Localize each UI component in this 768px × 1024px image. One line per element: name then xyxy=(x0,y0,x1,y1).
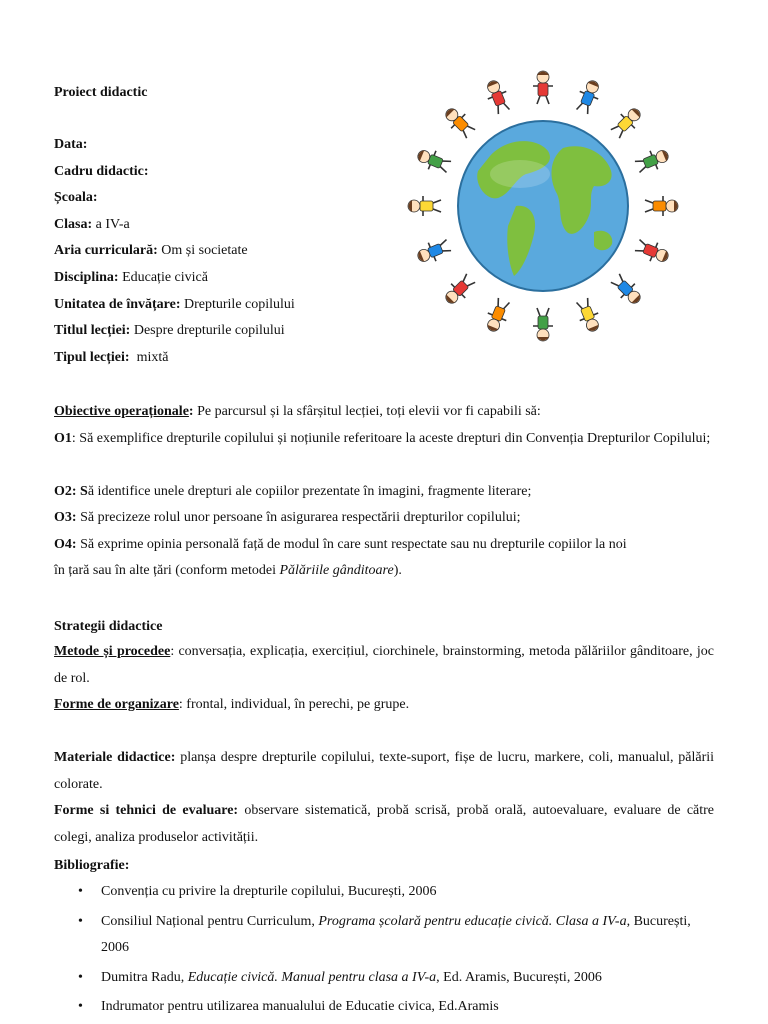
objective-method-name: Pălăriile gânditoare xyxy=(279,563,394,578)
methods-label: Metode și procedee xyxy=(54,644,171,659)
objective-o1 xyxy=(54,426,714,453)
field-label: Cadru didactic: xyxy=(54,164,149,179)
bib-text: Convenția cu privire la drepturile copilului, București, 2006 xyxy=(101,884,437,899)
objective-o2 xyxy=(54,479,714,506)
field-value: Om și societate xyxy=(161,243,248,258)
field-label: Școala: xyxy=(54,190,98,205)
globe-highlight xyxy=(490,160,550,188)
field-label: Titlul lecției: xyxy=(54,323,131,338)
field-value: mixtă xyxy=(136,350,169,365)
bib-italic: Programa școlară pentru educație civică. Clasa a IV-a xyxy=(318,913,627,929)
bullet-icon: • xyxy=(78,969,83,985)
document-title: Proiect didactic xyxy=(54,85,148,100)
bullet-icon: • xyxy=(78,999,83,1014)
globe-with-children-icon xyxy=(398,56,688,346)
field-scoala xyxy=(54,189,98,207)
child-figure xyxy=(573,296,604,334)
child-figure xyxy=(633,236,671,267)
bib-italic: Educație civică. Manual pentru clasa a IV-a xyxy=(187,969,437,985)
objectives-heading: Obiective operaționale xyxy=(54,404,189,419)
bibliography-list xyxy=(54,879,714,1024)
objective-o4 xyxy=(54,532,714,559)
field-label: Aria curriculară: xyxy=(54,243,158,258)
objective-label: O1 xyxy=(54,431,72,446)
objective-o4-continued xyxy=(54,558,714,585)
child-figure xyxy=(441,104,478,141)
bullet-icon: • xyxy=(78,913,83,929)
field-label: Unitatea de învățare: xyxy=(54,297,181,312)
bullet-icon: • xyxy=(78,884,83,899)
child-figure xyxy=(608,271,645,308)
strategies-heading: Strategii didactice xyxy=(54,619,163,634)
bibliography-item xyxy=(54,879,714,906)
bibliography-item xyxy=(54,994,714,1021)
field-label: Clasa: xyxy=(54,217,93,232)
objective-text: : Să exemplifice drepturile copilului și noțiunile referitoare la aceste drepturi din Convenția Drepturilor Copilului; xyxy=(71,431,711,446)
field-value: a IV-a xyxy=(95,217,130,232)
child-figure xyxy=(414,145,452,176)
field-data xyxy=(54,136,87,154)
child-figure xyxy=(573,77,604,115)
child-figure xyxy=(645,196,678,216)
forms-label: Forme de organizare xyxy=(54,697,179,712)
field-tipul-lectiei xyxy=(54,349,168,367)
forms-text: : frontal, individual, în perechi, pe grupe. xyxy=(178,697,410,712)
field-value: Despre drepturile copilului xyxy=(133,323,285,338)
field-unitatea xyxy=(54,296,295,314)
child-figure xyxy=(533,308,553,341)
objectives-intro: Obiective operaționale: Pe parcursul și la sfârșitul lecției, toți elevii vor fi capabili să: xyxy=(54,404,541,419)
objective-label: O2: S xyxy=(54,484,88,499)
field-label: Tipul lecției: xyxy=(54,350,130,365)
bib-text: , București, 2006 xyxy=(101,913,691,955)
methods-text: : conversația, explicația, exercițiul, ciorchinele, brainstorming, metoda pălăriilor gânditoare, joc de rol. xyxy=(54,644,714,686)
field-value: Drepturile copilului xyxy=(184,297,295,312)
field-aria-curriculara xyxy=(54,242,248,260)
field-label: Data: xyxy=(54,137,88,152)
evaluation-label: Forme si tehnici de evaluare: xyxy=(54,803,239,818)
bib-text: , Ed. Aramis, București, 2006 xyxy=(436,969,602,985)
bibliography-item xyxy=(54,909,714,962)
field-clasa xyxy=(54,216,130,234)
bib-text: Indrumator pentru utilizarea manualului de Educatie civica, Ed.Aramis xyxy=(101,999,499,1014)
bibliography-item xyxy=(54,965,714,992)
child-figure xyxy=(608,104,645,141)
field-disciplina xyxy=(54,269,208,287)
globe-illustration xyxy=(398,56,688,346)
objective-text: Să exprime opinia personală față de modul în care sunt respectate sau nu drepturile copiilor la noi xyxy=(80,537,627,552)
child-figure xyxy=(482,77,513,115)
field-cadru-didactic xyxy=(54,163,149,181)
child-figure xyxy=(533,71,553,104)
field-value: Educație civică xyxy=(122,270,208,285)
child-figure xyxy=(633,145,671,176)
field-label: Disciplina: xyxy=(54,270,119,285)
materials-section xyxy=(54,745,714,798)
bib-text: Consiliul Național pentru Curriculum, xyxy=(101,913,319,929)
child-figure xyxy=(414,236,452,267)
materials-label: Materiale didactice: xyxy=(54,750,176,765)
strategies-forms xyxy=(54,692,714,719)
child-figure xyxy=(408,196,441,216)
objective-label: O3: xyxy=(54,510,77,525)
field-titlul-lectiei xyxy=(54,322,285,340)
bib-text: Dumitra Radu, xyxy=(101,969,188,985)
objective-text: în țară sau în alte țări (conform metodei xyxy=(54,563,280,578)
objectives-intro-text: Pe parcursul și la sfârșitul lecției, toți elevii vor fi capabili să: xyxy=(197,404,541,419)
evaluation-text: observare sistematică, probă scrisă, probă orală, autoevaluare, evaluare de către colegi, analiza produselor activității. xyxy=(54,803,715,845)
objective-label: O4: xyxy=(54,537,77,552)
objective-o3 xyxy=(54,505,714,532)
objective-text: ă identifice unele drepturi ale copiilor prezentate în imagini, fragmente literare; xyxy=(87,484,532,499)
evaluation-section xyxy=(54,798,714,851)
objective-text: ). xyxy=(393,563,402,578)
objective-text: Să precizeze rolul unor persoane în asigurarea respectării drepturilor copilului; xyxy=(80,510,521,525)
bibliography-heading: Bibliografie: xyxy=(54,858,130,873)
materials-text: planșa despre drepturile copilului, texte-suport, fișe de lucru, markere, coli, manualul, pălării colorate. xyxy=(54,750,715,792)
child-figure xyxy=(441,271,478,308)
strategies-methods xyxy=(54,639,714,692)
child-figure xyxy=(482,296,513,334)
